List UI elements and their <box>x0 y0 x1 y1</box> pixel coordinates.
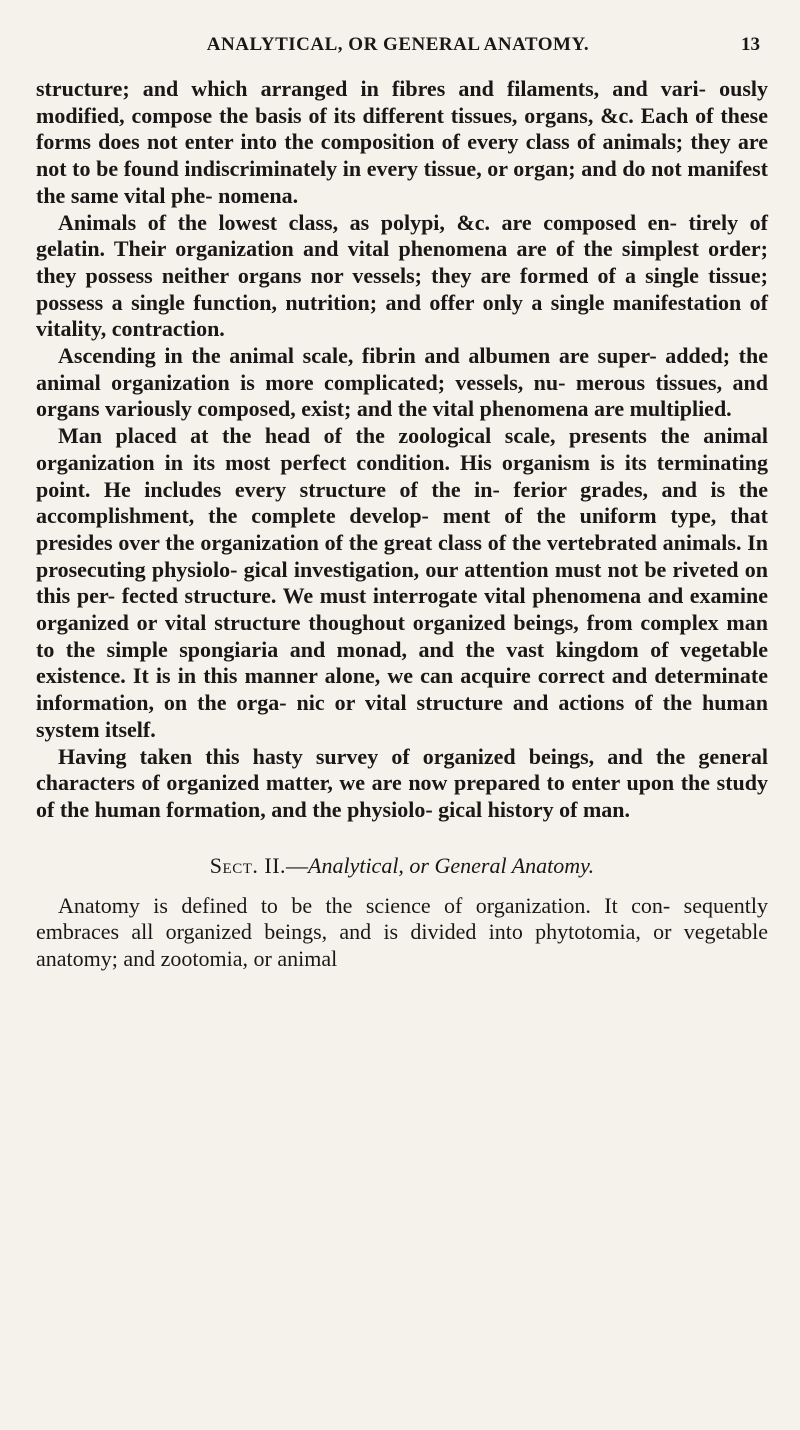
paragraph: Having taken this hasty survey of organized beings, and the general characters of organized matter, we are now prepared to enter upon the study of the human formation, and the physiolo- gical history of man. <box>36 743 768 822</box>
paragraph: structure; and which arranged in fibres and filaments, and vari- ously modified, compose the basis of its different tissues, organs, &c. Each of these forms does not enter into the composition of every class of animals; they are not to be found indiscriminately in every tissue, or organ; and do not manifest the same vital phe- nomena. <box>36 76 768 208</box>
section-separator: — <box>286 852 309 878</box>
paragraph: Animals of the lowest class, as polypi, &c. are composed en- tirely of gelatin. Their organization and vital phenomena are of the simplest order; they possess neither organs nor vessels; they are formed of a single tissue; possess a single function, nutrition; and offer only a single manifestation of vitality, contraction. <box>36 209 768 342</box>
paragraph: Anatomy is defined to be the science of organization. It con- sequently embraces all organized beings, and is divided into phytotomia, or vegetable anatomy; and zootomia, or animal <box>36 892 768 972</box>
paragraph: Man placed at the head of the zoological scale, presents the animal organization in its most perfect condition. His organism is its terminating point. He includes every structure of the in- ferior grades, and is the accomplishment, the complete develop- ment of the uniform type, that presides over the organization of the great class of the vertebrated animals. In prosecuting physiolo- gical investigation, our attention must not be riveted on this per- fected structure. We must interrogate vital phenomena and examine organized or vital structure thoughout organized beings, from complex man to the simple spongiaria and monad, and the vast kingdom of vegetable existence. It is in this manner alone, we can acquire correct and determinate information, on the orga- nic or vital structure and actions of the human system itself. <box>36 423 768 742</box>
page-number: 13 <box>741 34 760 55</box>
paragraph: Ascending in the animal scale, fibrin and albumen are super- added; the animal organization is more complicated; vessels, nu- merous tissues, and organs variously composed, exist; and the vital phenomena are multiplied. <box>36 343 768 422</box>
body-text <box>36 76 768 973</box>
section-label: Sect. II. <box>209 852 287 878</box>
section-body <box>36 893 768 973</box>
running-title: ANALYTICAL, OR GENERAL ANATOMY. <box>206 34 590 55</box>
section-title: Analytical, or General Anatomy. <box>308 852 595 878</box>
running-head <box>36 30 760 60</box>
section-heading <box>36 852 768 879</box>
